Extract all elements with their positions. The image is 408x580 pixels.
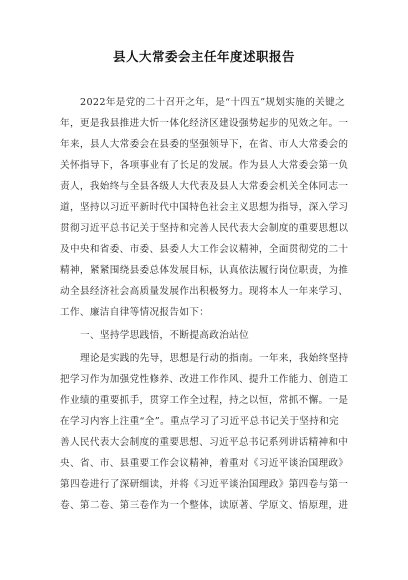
paragraph-line: 善人民代表大会制度的重要思想、习近平总书记系列讲话精神和中 [60,437,349,448]
document-title: 县人大常委会主任年度述职报告 [112,49,295,64]
paragraph-line: 年来，县人大常委会在县委的坚强领导下，在省、市人大常委会的 [60,139,349,150]
paragraph-line: 作业绩的重要抓手，贯穿工作全过程，持之以恒，常抓不懈。一是 [60,395,349,406]
paragraph-line: 精神，紧紧围绕县委总体发展目标，认真依法履行岗位职责，为推 [60,265,349,276]
paragraph-line: 把学习作为加强党性修养、改进工作作风、提升工作能力、创造工 [60,374,349,385]
paragraph-line: 道，坚持以习近平新时代中国特色社会主义思想为指导，深入学习 [60,202,349,213]
paragraph-line: 央、省、市、县重要工作会议精神，着重对《习近平谈治国理政》 [60,458,349,469]
paragraph-line: 年，更是我县推进大忻一体化经济区建设强势起步的见效之年。一 [60,118,349,129]
paragraph-line: 责人，我始终与全县各级人大代表及县人大常委会机关全体同志一 [60,181,349,192]
paragraph-line: 及中央和省委、市委、县委人大工作会议精神，全面贯彻党的二十 [60,244,349,255]
paragraph-line: 在学习内容上注重“全”。重点学习了习近平总书记关于坚持和完 [60,416,339,427]
paragraph-line: 2022年是党的二十召开之年，是“十四五”规划实施的关键之 [80,97,346,108]
paragraph-line: 关怀指导下，各项事业有了长足的发展。作为县人大常委会第一负 [60,160,349,171]
paragraph-line: 工作、廉洁自律等情况报告如下： [60,307,210,318]
paragraph-line: 理论是实践的先导，思想是行动的指南。一年来，我始终坚持 [80,353,349,364]
section-heading: 一、坚持学思践悟，不断提高政治站位 [80,330,250,341]
paragraph-line: 第四卷进行了深研细读，并将《习近平谈治国理政》第四卷与第一 [60,479,349,490]
paragraph-line: 动全县经济社会高质量发展作出积极努力。现将本人一年来学习、 [60,286,349,297]
paragraph-line: 贯彻习近平总书记关于坚持和完善人民代表大会制度的重要思想以 [60,223,349,234]
paragraph-line: 卷、第二卷、第三卷作为一个整体，读原著、学原文、悟原理，进 [60,500,349,511]
